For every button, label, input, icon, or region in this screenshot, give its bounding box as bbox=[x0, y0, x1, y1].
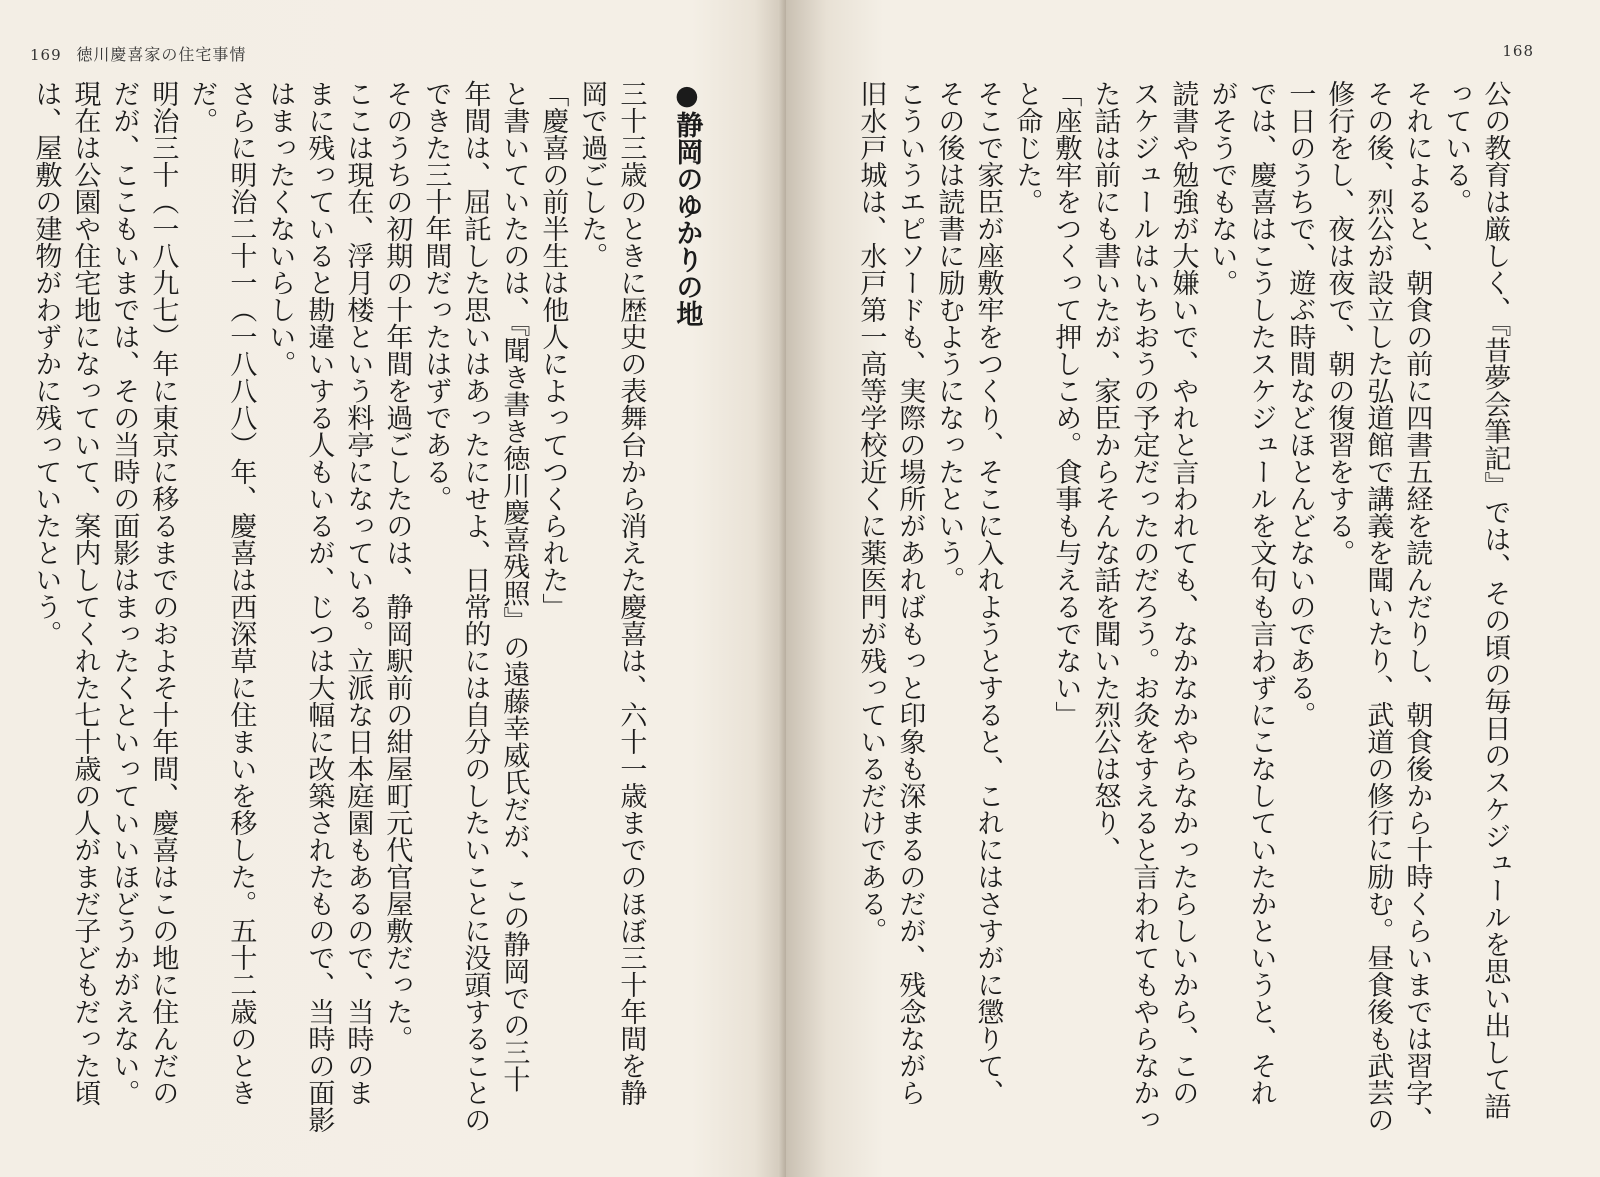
left-running-header bbox=[30, 42, 246, 65]
right-running-header bbox=[1502, 42, 1544, 60]
bullet-icon: ● bbox=[671, 80, 703, 111]
body-line: ここは現在、浮月楼という料亭になっている。立派な日本庭園もあるので、当時のま bbox=[342, 80, 374, 1106]
body-line: それによると、朝食の前に四書五経を読んだりし、朝食後から十時くらいまでは習字、 bbox=[1401, 80, 1433, 1133]
right-page bbox=[786, 0, 1600, 1177]
section-heading-text: 静岡のゆかりの地 bbox=[671, 111, 703, 327]
body-line: 岡で過ごした。 bbox=[576, 80, 608, 269]
body-line: 三十三歳のときに歴史の表舞台から消えた慶喜は、六十一歳までのほぼ三十年間を静 bbox=[615, 80, 647, 1106]
running-title: 徳川慶喜家の住宅事情 bbox=[76, 45, 247, 64]
body-line: できた三十年間だったはずである。 bbox=[420, 80, 452, 512]
left-page bbox=[0, 0, 786, 1177]
body-line: さらに明治二十一（一八八八）年、慶喜は西深草に住まいを移した。五十二歳のとき bbox=[225, 80, 257, 1106]
body-line: 「慶喜の前半生は他人によってつくられた」 bbox=[537, 80, 569, 620]
body-line: だが、ここもいまでは、その当時の面影はまったくといっていいほどうかがえない。 bbox=[108, 80, 140, 1106]
body-line: がそうでもない。 bbox=[1206, 80, 1238, 296]
body-line: は、屋敷の建物がわずかに残っていたという。 bbox=[30, 80, 62, 647]
body-line: 現在は公園や住宅地になっていて、案内してくれた七十歳の人がまだ子どもだった頃 bbox=[69, 80, 101, 1106]
left-page-number: 169 bbox=[30, 46, 62, 64]
body-line: では、慶喜はこうしたスケジュールを文句も言わずにこなしていたかというと、それ bbox=[1245, 80, 1277, 1106]
body-line: まに残っていると勘違いする人もいるが、じつは大幅に改築されたもので、当時の面影 bbox=[303, 80, 335, 1133]
body-line: っている。 bbox=[1440, 80, 1472, 215]
body-line: その後、烈公が設立した弘道館で講義を聞いたり、武道の修行に励む。昼食後も武芸の bbox=[1362, 80, 1394, 1133]
body-line: 「座敷牢をつくって押しこめ。食事も与えるでない」 bbox=[1050, 80, 1082, 728]
body-line: 公の教育は厳しく、『昔夢会筆記』では、その頃の毎日のスケジュールを思い出して語 bbox=[1479, 80, 1511, 1120]
body-line: 読書や勉強が大嫌いで、やれと言われても、なかなかやらなかったらしいから、この bbox=[1167, 80, 1199, 1106]
body-line: 明治三十（一八九七）年に東京に移るまでのおよそ十年間、慶喜はこの地に住んだの bbox=[147, 80, 179, 1106]
body-line: スケジュールはいちおうの予定だったのだろう。お灸をすえると言われてもやらなかっ bbox=[1128, 80, 1160, 1133]
body-line: 旧水戸城は、水戸第一高等学校近くに薬医門が残っているだけである。 bbox=[855, 80, 887, 944]
body-line: こういうエピソードも、実際の場所があればもっと印象も深まるのだが、残念ながら bbox=[894, 80, 926, 1106]
body-line: 一日のうちで、遊ぶ時間などほとんどないのである。 bbox=[1284, 80, 1316, 728]
body-line: だ。 bbox=[186, 80, 218, 134]
right-page-number: 168 bbox=[1502, 42, 1534, 60]
body-line: と命じた。 bbox=[1011, 80, 1043, 215]
body-line: そのうちの初期の十年間を過ごしたのは、静岡駅前の紺屋町元代官屋敷だった。 bbox=[381, 80, 413, 1052]
section-heading bbox=[671, 80, 703, 1170]
body-line: と書いていたのは、『聞き書き徳川慶喜残照』の遠藤幸威氏だが、この静岡での三十 bbox=[498, 80, 530, 1093]
body-line: はまったくないらしい。 bbox=[264, 80, 296, 377]
body-line: そこで家臣が座敷牢をつくり、そこに入れようとすると、これにはさすがに懲りて、 bbox=[972, 80, 1004, 1106]
body-line: 修行をし、夜は夜で、朝の復習をする。 bbox=[1323, 80, 1355, 566]
body-line: た話は前にも書いたが、家臣からそんな話を聞いた烈公は怒り、 bbox=[1089, 80, 1121, 863]
body-line: その後は読書に励むようになったという。 bbox=[933, 80, 965, 593]
body-line: 年間は、屈託した思いはあったにせよ、日常的には自分のしたいことに没頭することの bbox=[459, 80, 491, 1133]
